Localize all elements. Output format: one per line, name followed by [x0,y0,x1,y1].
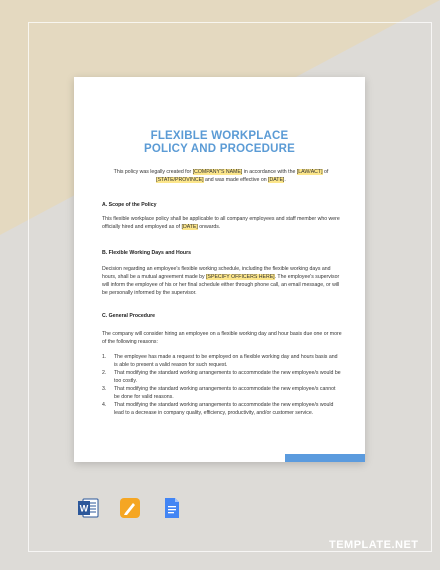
placeholder-date: [DATE] [181,224,198,230]
section-text: . The employee's supervisor will inform the employee of his or her final schedule either through phone call, an email message, or will be personally informed by the supervisor. [102,274,340,296]
word-icon[interactable] [77,497,99,519]
page-footer-bar [285,454,365,462]
intro-text: and was made effective on [203,177,269,183]
document-page [74,77,365,462]
title-line-2: POLICY AND PROCEDURE [144,143,295,155]
list-text: That modifying the standard working arrangements to accommodate the new employee/s would be too costly. [114,370,341,384]
svg-text:W: W [79,503,89,514]
list-text: The employee has made a request to be employed on a flexible working day and hours basis and is able to present a valid reason for such request. [114,354,338,368]
section-a-heading: A. Scope of the Policy [102,202,157,208]
section-text: This flexible workplace policy shall be applicable to all company employees and staff member who were officially hired and employed as of [102,216,340,230]
list-item [102,385,342,401]
section-c-heading: C. General Procedure [102,313,156,319]
brand-watermark: TEMPLATE.NET [329,539,419,551]
list-item [102,369,342,385]
list-number: 2. [102,370,107,376]
intro-paragraph [96,168,346,184]
google-docs-icon[interactable] [161,497,183,519]
list-number: 4. [102,402,107,408]
intro-text: This policy was legally created for [113,169,193,175]
title-line-1: FLEXIBLE WORKPLACE [150,130,289,142]
document-title [74,130,365,156]
format-icons [77,497,183,519]
section-c-intro: The company will consider hiring an employee on a flexible working day and hour basis due one or more of the following reasons: [102,331,342,345]
list-item [102,353,342,369]
procedure-list [102,353,342,417]
intro-text: of [322,169,329,175]
section-a-body [102,215,342,231]
placeholder-law-act: [LAW/ACT] [296,169,323,175]
section-b-heading: B. Flexible Working Days and Hours [102,250,191,256]
list-number: 3. [102,386,107,392]
list-item [102,401,342,417]
placeholder-officers: [SPECIFY OFFICERS HERE] [206,274,275,280]
placeholder-date: [DATE] [268,177,285,183]
list-text: That modifying the standard working arrangements to accommodate the new employee/s would lead to a decrease in company quality, efficiency, productivity, and/or customer service. [114,402,334,416]
pages-icon[interactable] [119,497,141,519]
intro-text: . [284,177,286,183]
placeholder-company-name: [COMPANY'S NAME] [192,169,243,175]
list-number: 1. [102,354,107,360]
placeholder-state: [STATE/PROVINCE] [156,177,204,183]
intro-text: in accordance with the [242,169,297,175]
section-text: onwards. [197,224,221,230]
list-text: That modifying the standard working arrangements to accommodate the new employee/s cannot be done for valid reasons. [114,386,336,400]
section-text: Decision regarding an employee's flexible working schedule, including the flexible working days and hours, shall be a mutual agreement made by [102,266,331,280]
section-b-body [102,265,342,297]
